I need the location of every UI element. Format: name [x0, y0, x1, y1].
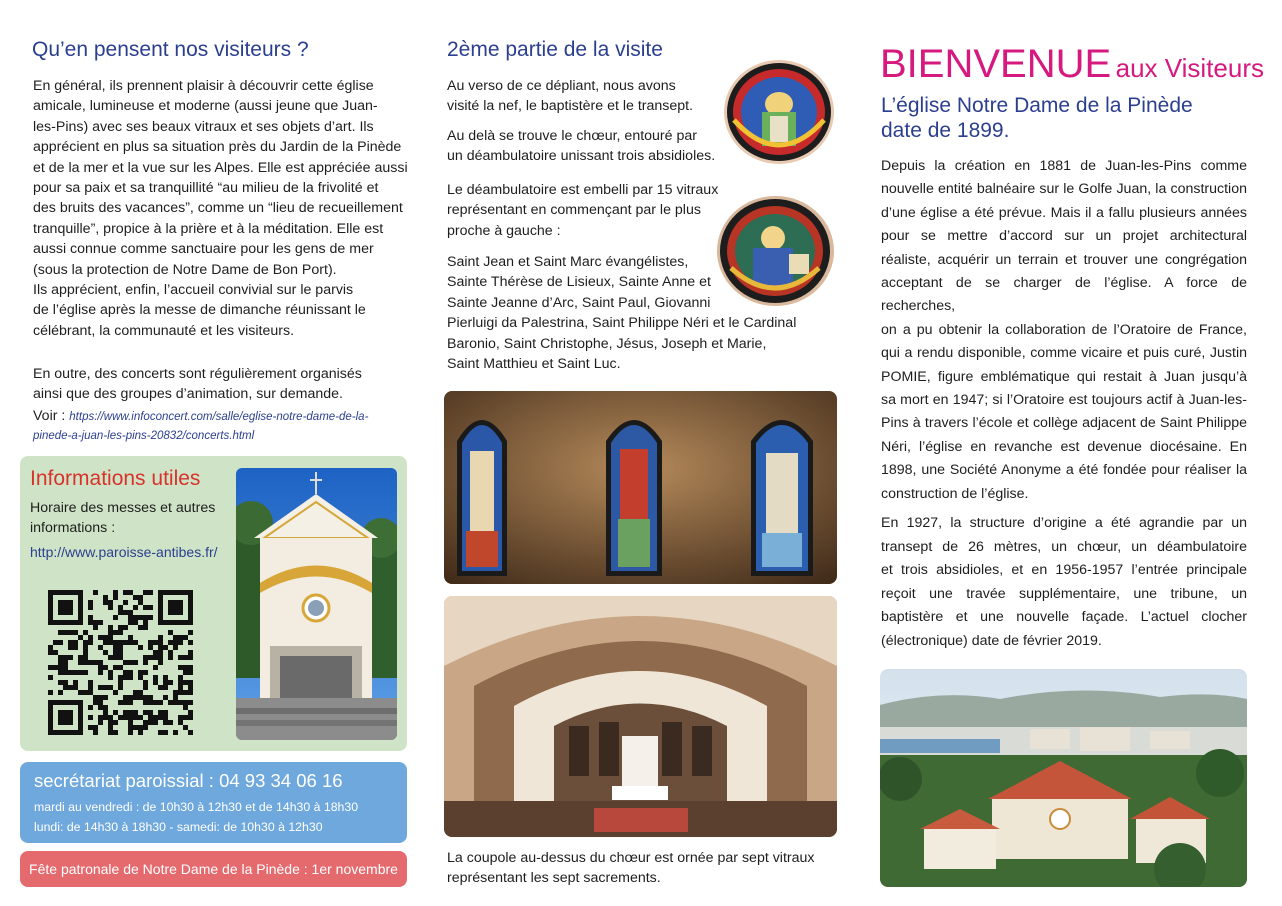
text-line: réaliste, acquérir un terrain et trouver une congrégation [881, 251, 1247, 268]
stained-glass-triptych-photo [444, 391, 837, 584]
welcome-title-small: aux Visiteurs [1115, 53, 1264, 83]
text-line: représentant les sept sacrements. [447, 870, 661, 887]
text-line: date de 1899. [881, 119, 1010, 142]
text-line: les-Pins) avec ses beaux vitraux et ses objets d’art. Ils [33, 118, 374, 135]
choeur-paragraph [447, 126, 737, 167]
text-line: La coupole au-dessus du chœur est ornée par sept vitraux [447, 850, 815, 866]
secretariat-title: secrétariat paroissial : 04 93 34 06 16 [34, 770, 343, 791]
text-line: proche à gauche : [447, 222, 561, 239]
text-line: des bruits des vacances”, comme un “lieu de recueillement [33, 200, 403, 217]
info-title: Informations utiles [30, 467, 201, 490]
history-paragraph [881, 155, 1247, 506]
verso-paragraph [447, 76, 727, 117]
text-line: POMIE, figure emblématique qui restait à Juan jusqu’à [881, 368, 1247, 385]
text-line: et de la mer et la vue sur les Alpes. Elle est appréciée aussi [33, 159, 408, 176]
text-line: Pins à travers l’école et collège adjacent de Saint Philippe [881, 415, 1247, 432]
text-line: En outre, des concerts sont régulièrement organisés [33, 366, 362, 382]
text-line: qui a rendu disponible, comme vicaire et puis curé, Justin [881, 345, 1247, 362]
text-line: pour sa paix et sa tranquillité “au milieu de la frivolité et [33, 180, 379, 197]
text-line: représentant en commençant par le plus [447, 202, 701, 219]
choir-interior-photo [444, 596, 837, 837]
qr-code [48, 590, 193, 735]
text-line: et trois absidioles, et en 1956-1957 l’entrée principale [881, 562, 1247, 579]
text-line: Saint Matthieu et Saint Luc. [447, 356, 621, 373]
visitors-paragraph [33, 76, 413, 341]
concerts-link[interactable]: https://www.infoconcert.com/salle/eglise-notre-dame-de-la- [69, 411, 369, 423]
text-line: En 1927, la structure d’origine a été agrandie par un [881, 515, 1247, 531]
text-line: sa mort en 1947; si l’Oratoire est toujours actif à Juan-les- [881, 392, 1247, 409]
text-line: apprécient en plus sa situation près du Jardin de la Pinède [33, 139, 402, 156]
concerts-paragraph [33, 364, 413, 405]
text-line: on a pu obtenir la collaboration de l’Oratoire de France, [881, 321, 1247, 338]
text-line: acceptant de se charger de l’église. A force de recherches, [881, 275, 1247, 315]
text-line: nouvelle entité balnéaire sur le Golfe Juan, la construction [881, 181, 1247, 198]
info-text: Horaire des messes et autres informations : [30, 500, 216, 536]
text-line: Pierluigi da Palestrina, Saint Philippe Néri et le Cardinal [447, 315, 797, 332]
text-line: Sainte Thérèse de Lisieux, Sainte Anne et [447, 274, 711, 291]
secretariat-hours-1: mardi au vendredi : de 10h30 à 12h30 et de 14h30 à 18h30 [34, 800, 359, 814]
secretariat-box [20, 762, 407, 843]
text-line: aussi connue comme sanctuaire pour les gens de mer [33, 241, 374, 258]
text-line: ainsi que des groupes d’animation, sur demande. [33, 386, 343, 403]
voir-line [33, 406, 413, 426]
text-line: amicale, lumineuse et moderne (aussi jeune que Juan- [33, 98, 378, 115]
text-line: Néri, l’église en revanche est devenue diocésaine. En [881, 438, 1247, 455]
concerts-link-cont[interactable]: pinede-a-juan-les-pins-20832/concerts.html [33, 430, 255, 442]
church-date-subtitle [881, 93, 1241, 143]
voir-label: Voir : [33, 408, 70, 424]
text-line: reçoit une travée supplémentaire, une tribune, un [881, 585, 1247, 602]
text-line: (sous la protection de Notre Dame de Bon Port). [33, 261, 337, 278]
secretariat-hours-2: lundi: de 14h30 à 18h30 - samedi: de 10h30 à 12h30 [34, 820, 323, 834]
church-facade-photo [236, 468, 397, 740]
text-line: 1898, une Société Anonyme a été fondée pour réaliser la [881, 462, 1247, 479]
expansion-paragraph [881, 512, 1247, 654]
text-line: Le déambulatoire est embelli par 15 vitraux [447, 182, 719, 198]
text-line: tranquille”, propice à la prière et à la méditation. Elle est [33, 220, 384, 237]
welcome-title-big: BIENVENUE [880, 42, 1112, 86]
parish-link[interactable]: http://www.paroisse-antibes.fr/ [30, 544, 218, 560]
text-line: En général, ils prennent plaisir à découvrir cette église [33, 78, 374, 94]
coupole-caption [447, 848, 840, 889]
rose-window-1 [724, 60, 834, 164]
text-line: Baronio, Saint Christophe, Jésus, Joseph et Marie, [447, 335, 767, 352]
text-line: Ils apprécient, enfin, l’accueil convivial sur le parvis [33, 282, 354, 299]
text-line: Au verso de ce dépliant, nous avons [447, 78, 676, 94]
text-line: Au delà se trouve le chœur, entouré par [447, 128, 697, 144]
text-line: baptistère et une nouvelle façade. L’actuel clocher [881, 609, 1247, 626]
deambulatoire-paragraph [447, 180, 737, 241]
text-line: de l’église après la messe de dimanche réunissant le [33, 302, 366, 319]
welcome-title [880, 40, 1264, 92]
text-line: Saint Jean et Saint Marc évangélistes, [447, 254, 689, 270]
text-line: un déambulatoire unissant trois absidioles. [447, 148, 716, 165]
fete-patronale-banner: Fête patronale de Notre Dame de la Pinède : 1er novembre [20, 851, 407, 887]
text-line: construction de l’église. [881, 485, 1029, 502]
text-line: Depuis la création en 1881 de Juan-les-Pins comme [881, 158, 1247, 174]
text-line: L’église Notre Dame de la Pinède [881, 94, 1193, 117]
text-line: transept de 26 mètres, un chœur, un déambulatoire [881, 538, 1247, 555]
text-line: pour se mettre d’accord sur un projet architectural [881, 228, 1247, 245]
text-line: célébrant, la communauté et les visiteurs. [33, 322, 295, 339]
visitors-heading: Qu’en pensent nos visiteurs ? [32, 38, 309, 61]
text-line: d’une église a été prévue. Mais il a fallu plusieurs années [881, 204, 1247, 221]
text-line: (électronique) date de février 2019. [881, 632, 1102, 649]
text-line: visité la nef, le baptistère et le transept. [447, 98, 694, 115]
aerial-church-photo [880, 669, 1247, 887]
rose-window-2 [717, 196, 834, 306]
visit-part2-heading: 2ème partie de la visite [447, 38, 663, 61]
info-box [20, 456, 407, 751]
text-line: Sainte Jeanne d’Arc, Saint Paul, Giovanni [447, 294, 711, 311]
